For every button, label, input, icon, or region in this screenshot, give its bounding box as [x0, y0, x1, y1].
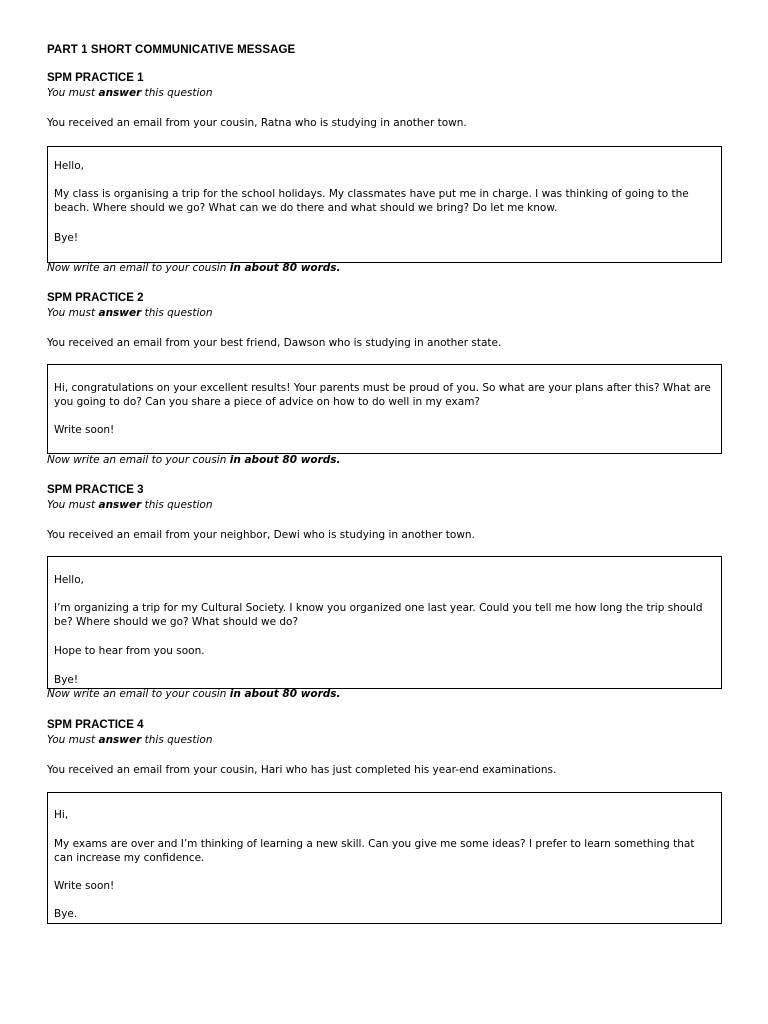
must-answer-note: You must answer this question — [47, 734, 213, 746]
email-closing: Hope to hear from you soon. — [54, 645, 205, 657]
practice-intro: You received an email from your best friend, Dawson who is studying in another state. — [47, 337, 502, 349]
practice-3 — [47, 482, 722, 700]
email-signoff: Bye. — [54, 908, 78, 920]
practice-title: SPM PRACTICE 3 — [47, 484, 144, 496]
email-signoff: Bye! — [54, 674, 79, 686]
writing-instruction: Now write an email to your cousin in about 80 words. — [47, 262, 341, 274]
writing-instruction: Now write an email to your cousin in about 80 words. — [47, 688, 341, 700]
must-answer-note: You must answer this question — [47, 307, 213, 319]
practice-1 — [47, 70, 722, 274]
email-body: My exams are over and I’m thinking of learning a new skill. Can you give me some ideas? I prefer to learn something that can increase my confidence. — [54, 838, 695, 864]
practice-title: SPM PRACTICE 1 — [47, 72, 144, 84]
email-greeting: Hello, — [54, 160, 84, 172]
practice-intro: You received an email from your neighbor, Dewi who is studying in another town. — [47, 529, 475, 541]
email-closing: Write soon! — [54, 880, 115, 892]
email-box — [47, 364, 722, 454]
practice-2 — [47, 290, 722, 466]
writing-instruction: Now write an email to your cousin in about 80 words. — [47, 454, 341, 466]
email-box — [47, 146, 722, 263]
practice-title: SPM PRACTICE 2 — [47, 292, 144, 304]
must-answer-note: You must answer this question — [47, 87, 213, 99]
email-body: Hi, congratulations on your excellent results! Your parents must be proud of you. So what are your plans after this? What are you going to do? Can you share a piece of advice on how to do well in my exam? — [54, 382, 711, 408]
email-greeting: Hi, — [54, 809, 69, 821]
practice-intro: You received an email from your cousin, Ratna who is studying in another town. — [47, 117, 467, 129]
email-box — [47, 556, 722, 689]
email-signoff: Write soon! — [54, 424, 115, 436]
page-title: PART 1 SHORT COMMUNICATIVE MESSAGE — [47, 44, 296, 56]
practice-4 — [47, 717, 722, 920]
email-signoff: Bye! — [54, 232, 79, 244]
practice-title: SPM PRACTICE 4 — [47, 719, 144, 731]
must-answer-note: You must answer this question — [47, 499, 213, 511]
practice-intro: You received an email from your cousin, Hari who has just completed his year-end examinations. — [47, 764, 557, 776]
email-body: My class is organising a trip for the school holidays. My classmates have put me in charge. I was thinking of going to the beach. Where should we go? What can we do there and what should we bring? Do let me know. — [54, 188, 689, 214]
email-greeting: Hello, — [54, 574, 84, 586]
email-box — [47, 792, 722, 924]
email-body: I’m organizing a trip for my Cultural Society. I know you organized one last year. Could you tell me how long the trip should be? Where should we go? What should we do? — [54, 602, 703, 628]
